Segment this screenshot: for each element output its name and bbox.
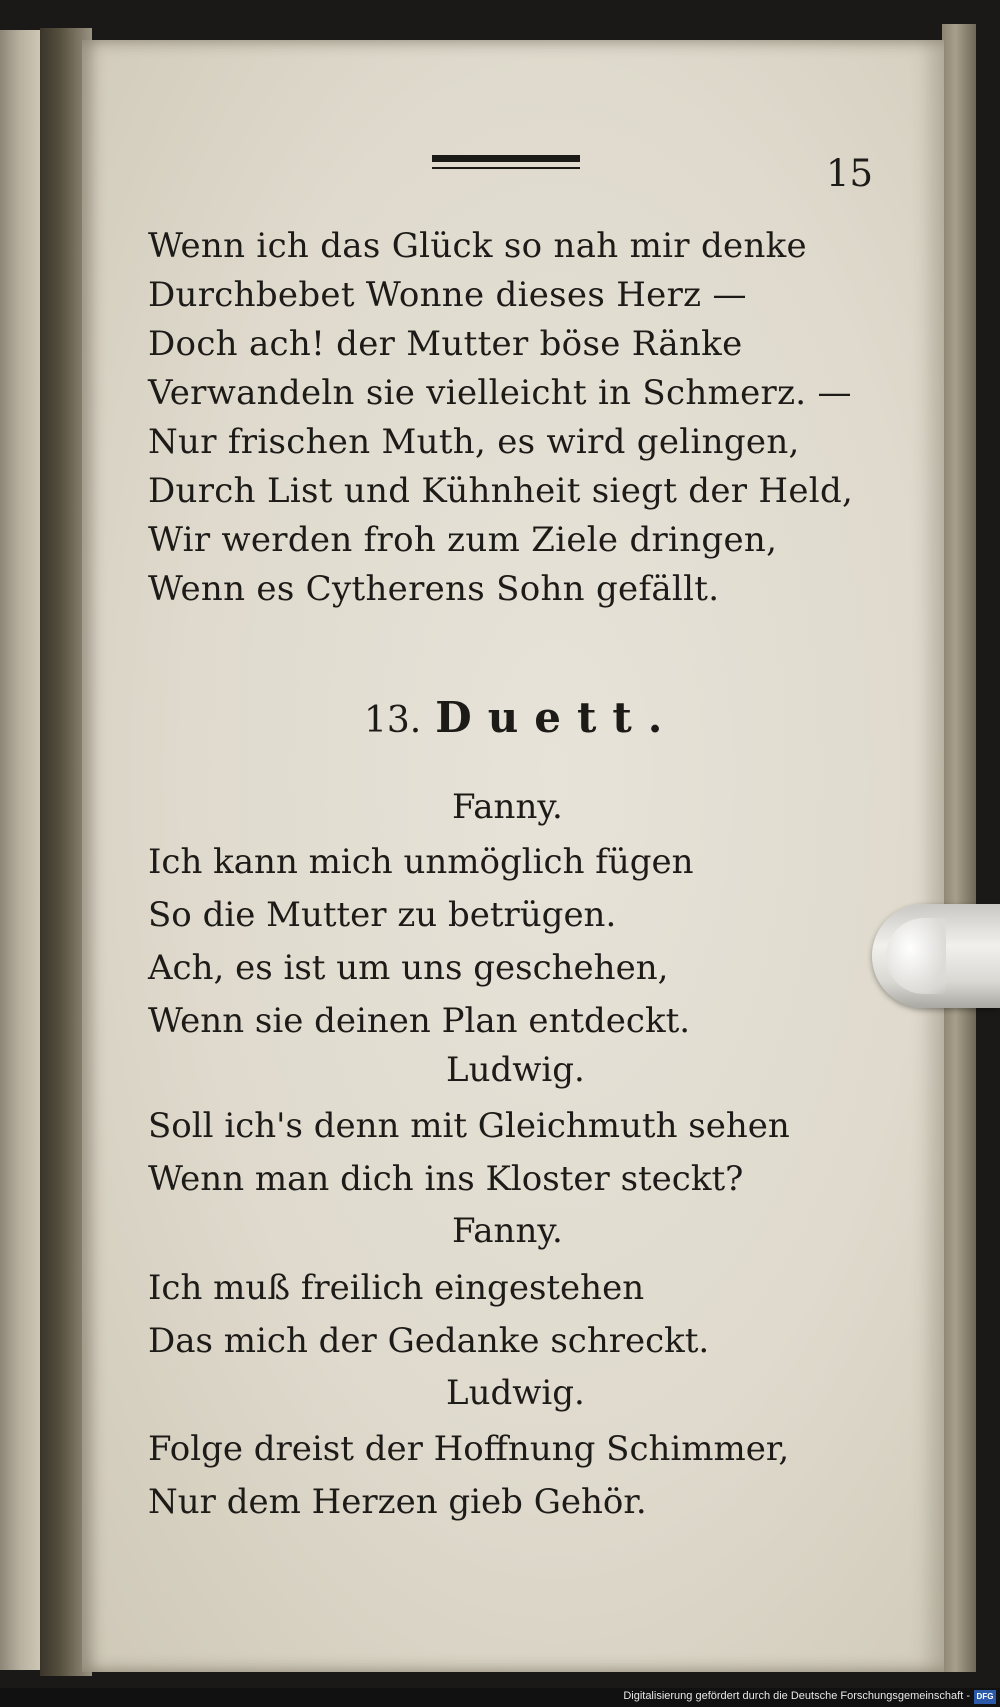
dfg-logo-icon: DFG xyxy=(974,1690,996,1704)
verse-line: Doch ach! der Mutter böse Ränke xyxy=(148,324,743,364)
speaker-name: Fanny. xyxy=(452,787,563,827)
verse-line: Verwandeln sie vielleicht in Schmerz. — xyxy=(148,373,852,413)
header-rule-thin xyxy=(432,167,580,169)
page-stack-edge xyxy=(942,24,976,1672)
section-number: 13. xyxy=(364,700,422,741)
verse-block-top xyxy=(148,222,908,614)
verse-line: Durch List und Kühnheit siegt der Held, xyxy=(148,471,854,511)
verse-line: Ich kann mich unmöglich fügen xyxy=(148,842,694,882)
verse-line: Wenn sie deinen Plan entdeckt. xyxy=(148,1001,691,1041)
verse-line: Durchbebet Wonne dieses Herz — xyxy=(148,275,747,315)
verse-line: Nur dem Herzen gieb Gehör. xyxy=(148,1482,647,1522)
speaker-name: Ludwig. xyxy=(446,1050,585,1090)
verse-line: Folge dreist der Hoffnung Schimmer, xyxy=(148,1429,790,1469)
verse-line: Wenn man dich ins Kloster steckt? xyxy=(148,1159,744,1199)
verse-line: Ich muß freilich eingestehen xyxy=(148,1268,645,1308)
verse-line: So die Mutter zu betrügen. xyxy=(148,895,617,935)
verse-line: Soll ich's denn mit Gleichmuth sehen xyxy=(148,1106,790,1146)
funding-credit: Digitalisierung gefördert durch die Deutsche Forschungsgemeinschaft - xyxy=(623,1690,970,1702)
verse-line: Nur frischen Muth, es wird gelingen, xyxy=(148,422,800,462)
verse-line: Wenn es Cytherens Sohn gefällt. xyxy=(148,569,720,609)
page-clip xyxy=(872,904,1000,1008)
speaker-name: Fanny. xyxy=(452,1211,563,1251)
verse-line: Wir werden froh zum Ziele dringen, xyxy=(148,520,778,560)
section-heading xyxy=(364,693,678,742)
header-rule-thick xyxy=(432,155,580,162)
verse-line: Das mich der Gedanke schreckt. xyxy=(148,1321,710,1361)
speaker-name: Ludwig. xyxy=(446,1373,585,1413)
verse-line: Ach, es ist um uns geschehen, xyxy=(148,948,669,988)
verse-line: Wenn ich das Glück so nah mir denke xyxy=(148,226,807,266)
page-number: 15 xyxy=(826,152,874,195)
section-title: Duett. xyxy=(435,693,679,742)
